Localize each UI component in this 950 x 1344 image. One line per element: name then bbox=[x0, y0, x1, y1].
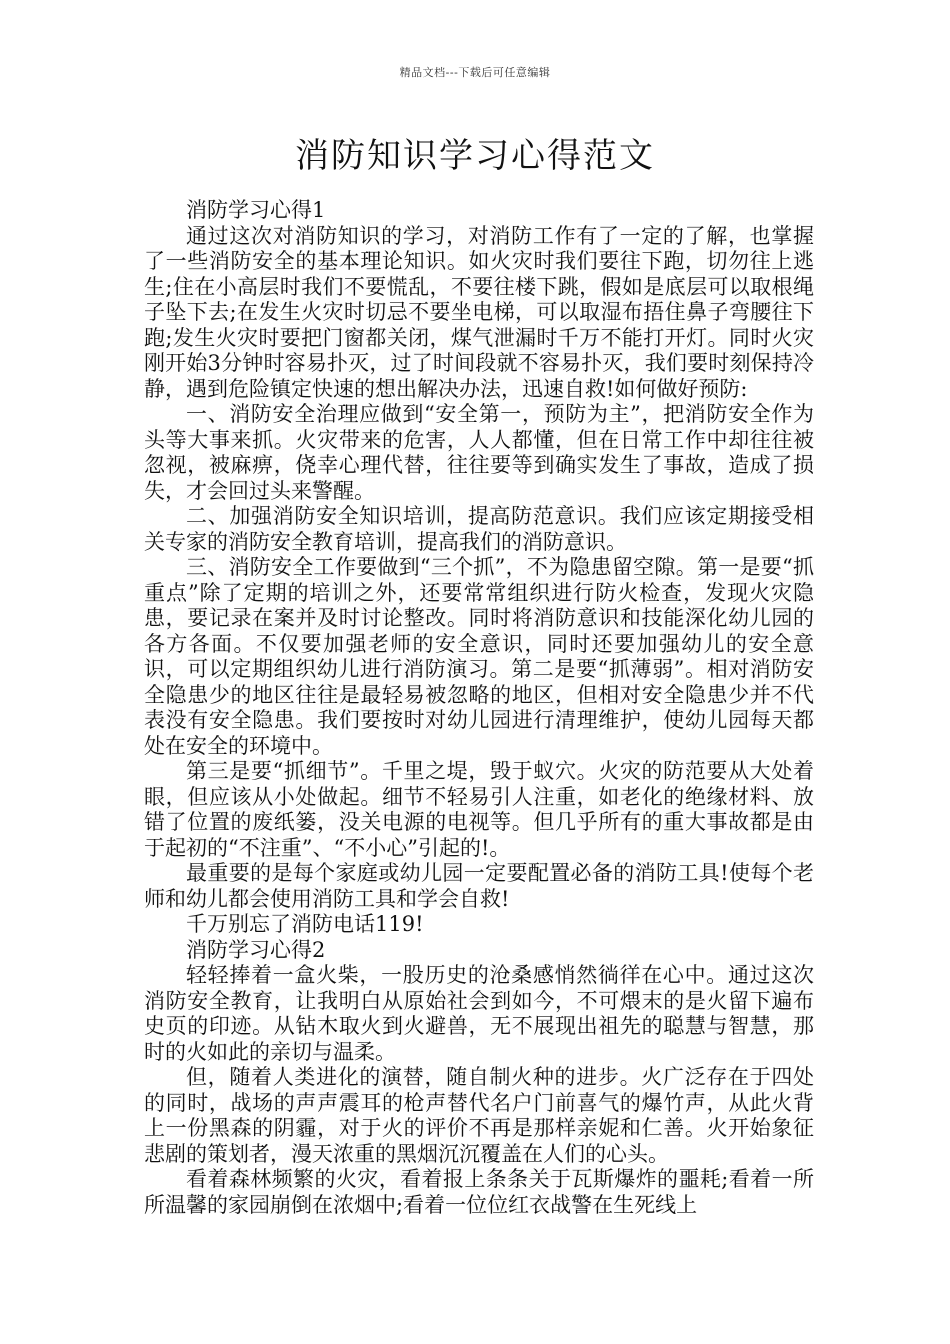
paragraph: 但，随着人类进化的演替，随自制火种的进步。火广泛存在于四处的同时，战场的声声震耳的枪声替代名户门前喜气的爆竹声，从此火背上一份黑森的阴霾，对于火的评价不再是那样亲妮和仁善。火开始象征悲剧的策划者，漫天浓重的黑烟沉沉覆盖在人们的心头。 bbox=[144, 1065, 814, 1166]
document-title: 消防知识学习心得范文 bbox=[295, 136, 655, 176]
paragraph: 一、消防安全治理应做到“安全第一，预防为主”，把消防安全作为头等大事来抓。火灾带来的危害，人人都懂，但在日常工作中却往往被忽视，被麻痹，侥幸心理代替，往往要等到确实发生了事故，造成了损失，才会回过头来警醒。 bbox=[144, 402, 814, 503]
document-body bbox=[144, 198, 814, 1218]
paragraph: 看着森林频繁的火灾，看着报上条条关于瓦斯爆炸的噩耗;看着一所所温馨的家园崩倒在浓烟中;看着一位位红衣战警在生死线上 bbox=[144, 1167, 814, 1217]
paragraph: 第三是要“抓细节”。千里之堤，毁于蚁穴。火灾的防范要从大处着眼，但应该从小处做起。细节不轻易引人注重，如老化的绝缘材料、放错了位置的废纸篓，没关电源的电视等。但几乎所有的重大事故都是由于起初的“不注重”、“不小心”引起的!。 bbox=[144, 759, 814, 860]
paragraph: 二、加强消防安全知识培训，提高防范意识。我们应该定期接受相关专家的消防安全教育培训，提高我们的消防意识。 bbox=[144, 504, 814, 554]
paragraph: 三、消防安全工作要做到“三个抓”，不为隐患留空隙。第一是要“抓重点”除了定期的培训之外，还要常常组织进行防火检查，发现火灾隐患，要记录在案并及时讨论整改。同时将消防意识和技能深化幼儿园的各方各面。不仅要加强老师的安全意识，同时还要加强幼儿的安全意识，可以定期组织幼儿进行消防演习。第二是要“抓薄弱”。相对消防安全隐患少的地区往往是最轻易被忽略的地区，但相对安全隐患少并不代表没有安全隐患。我们要按时对幼儿园进行清理维护，使幼儿园每天都处在安全的环境中。 bbox=[144, 555, 814, 758]
header-note: 精品文档---下载后可任意编辑 bbox=[399, 66, 551, 79]
paragraph: 通过这次对消防知识的学习，对消防工作有了一定的了解，也掌握了一些消防安全的基本理论知识。如火灾时我们要往下跑，切勿往上逃生;住在小高层时我们不要慌乱，不要往楼下跳，假如是底层可以取根绳子坠下去;在发生火灾时切忌不要坐电梯，可以取湿布捂住鼻子弯腰往下跑;发生火灾时要把门窗都关闭，煤气泄漏时千万不能打开灯。同时火灾刚开始3分钟时容易扑灭，过了时间段就不容易扑灭，我们要时刻保持冷静，遇到危险镇定快速的想出解决办法，迅速自救!如何做好预防: bbox=[144, 223, 814, 401]
paragraph: 轻轻捧着一盒火柴，一股历史的沧桑感悄然徜徉在心中。通过这次消防安全教育，让我明白从原始社会到如今，不可煨末的是火留下遍布史页的印迹。从钻木取火到火避兽，无不展现出祖先的聪慧与智慧，那时的火如此的亲切与温柔。 bbox=[144, 963, 814, 1064]
paragraph: 千万别忘了消防电话119! bbox=[186, 912, 424, 936]
section-heading-1: 消防学习心得1 bbox=[186, 198, 326, 222]
section-heading-2: 消防学习心得2 bbox=[186, 937, 326, 962]
paragraph: 最重要的是每个家庭或幼儿园一定要配置必备的消防工具!使每个老师和幼儿都会使用消防工具和学会自救! bbox=[144, 861, 814, 911]
